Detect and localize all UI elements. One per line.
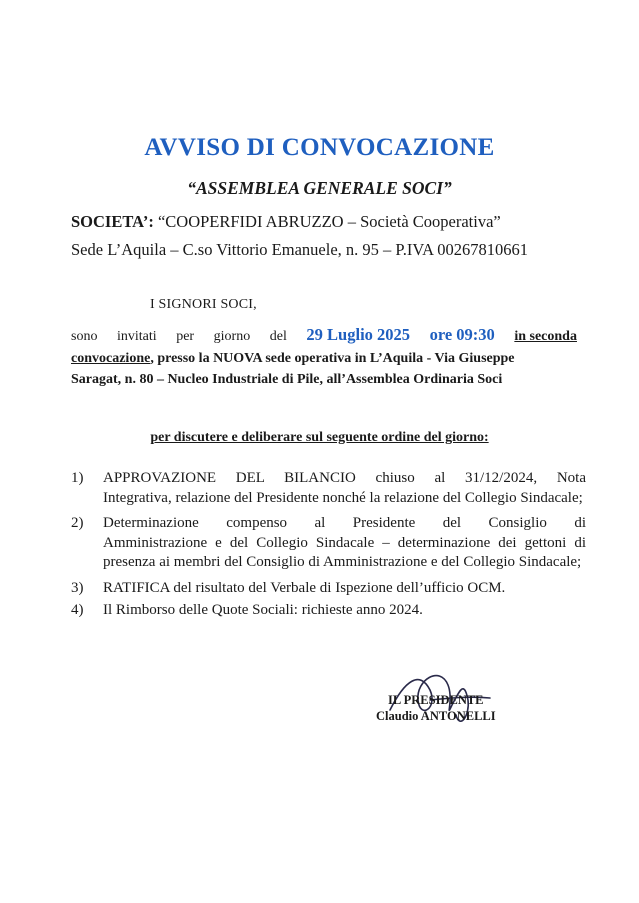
list-item — [71, 469, 586, 508]
paragraph-line-3: Saragat, n. 80 – Nucleo Industriale di Pile, all’Assemblea Ordinaria Soci — [71, 372, 503, 388]
item-text: RATIFICA del risultato del Verbale di Ispezione dell’ufficio OCM. — [103, 579, 506, 596]
intro-word: invitati — [117, 329, 157, 344]
meeting-time: ore 09:30 — [429, 325, 495, 344]
intro-word: sono — [71, 329, 98, 344]
meeting-date: 29 Luglio 2025 — [306, 325, 411, 344]
item-first-line — [103, 469, 586, 489]
agenda-list — [71, 469, 586, 627]
intro-word: del — [269, 329, 287, 344]
paragraph-line-2 — [71, 348, 577, 370]
intro-word: per — [176, 329, 195, 344]
agenda-heading: per discutere e deliberare sul seguente ordine del giorno: — [150, 430, 489, 445]
item-text: Amministrazione e del Collegio Sindacale – determinazione dei gettoni di presenza ai membri del Consiglio di Amministrazione e del Collegio Sindacale; — [103, 534, 586, 570]
item-text: Il Rimborso delle Quote Sociali: richieste anno 2024. — [103, 602, 423, 618]
item-number: 3) — [71, 579, 84, 596]
salutation: I SIGNORI SOCI, — [150, 297, 257, 312]
paragraph-line-1 — [71, 322, 577, 348]
signature-name: Claudio ANTONELLI — [376, 708, 496, 723]
page-subtitle: “ASSEMBLEA GENERALE SOCI” — [187, 178, 452, 198]
item-number: 1) — [71, 470, 84, 486]
in-seconda: in seconda — [514, 329, 577, 344]
convocation-paragraph — [71, 322, 577, 391]
item-text: Integrativa, relazione del Presidente nonché la relazione del Collegio Sindacale; — [103, 489, 583, 506]
list-item — [71, 514, 586, 573]
list-item — [71, 579, 586, 599]
company-line — [71, 212, 501, 232]
signature-block — [376, 693, 496, 724]
company-name: “COOPERFIDI ABRUZZO – Società Cooperativa” — [157, 212, 501, 231]
intro-word: giorno — [213, 329, 251, 344]
venue-text: , presso la NUOVA sede operativa in L’Aquila - Via Giuseppe — [150, 350, 515, 366]
convocazione-word: convocazione — [71, 350, 151, 366]
item-number: 2) — [71, 515, 84, 531]
item-line-text: APPROVAZIONE DEL BILANCIO chiuso al 31/12/2024, Nota — [103, 470, 586, 486]
list-item — [71, 601, 586, 621]
item-line-text: Determinazione compenso al Presidente del Consiglio di — [103, 515, 586, 531]
company-address: Sede L’Aquila – C.so Vittorio Emanuele, n. 95 – P.IVA 00267810661 — [71, 240, 529, 259]
company-label: SOCIETA’: — [71, 212, 154, 231]
item-number: 4) — [71, 602, 84, 618]
item-first-line — [103, 514, 586, 534]
signature-role: IL PRESIDENTE — [388, 693, 484, 707]
page-title: AVVISO DI CONVOCAZIONE — [144, 134, 495, 161]
